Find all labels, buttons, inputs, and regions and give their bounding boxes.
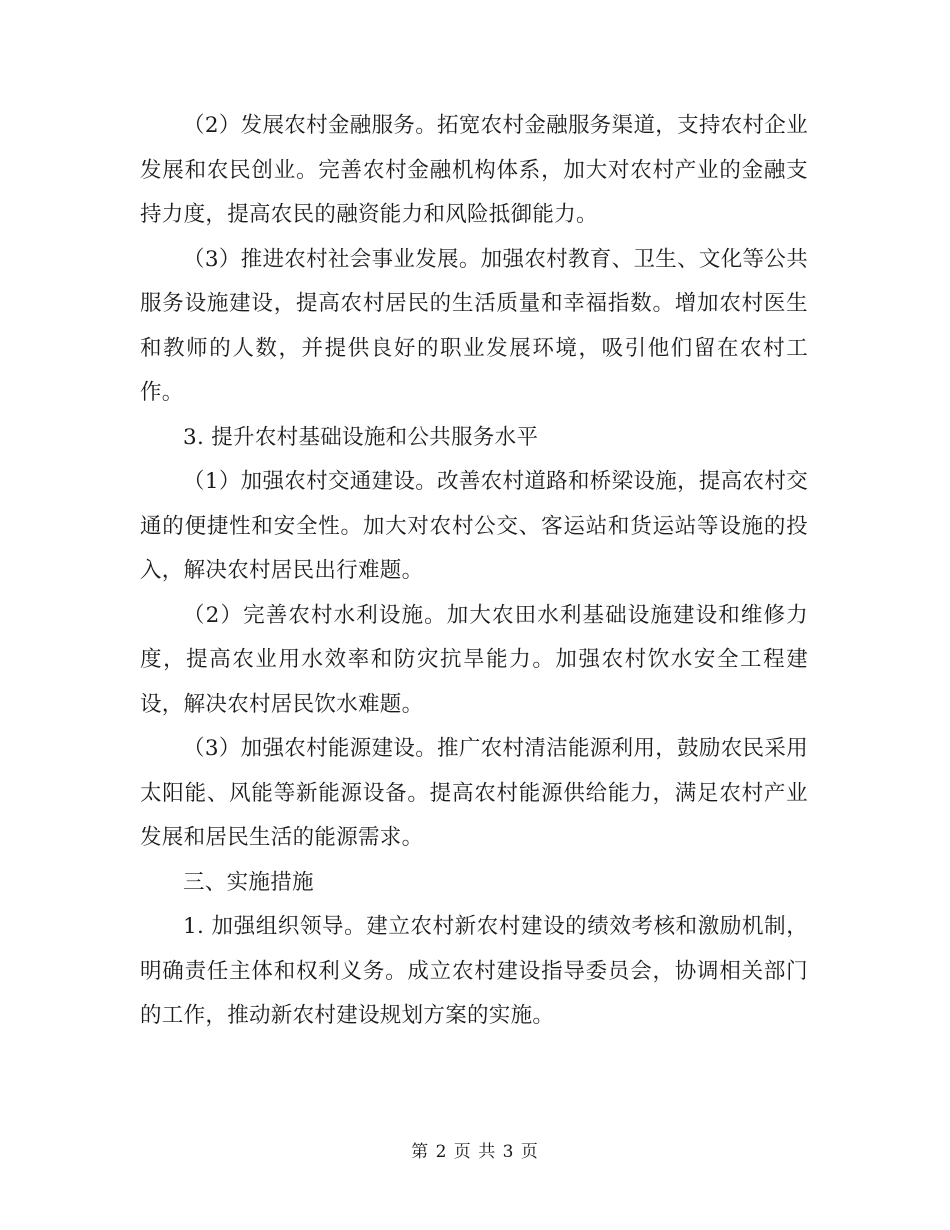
paragraph-energy: （3）加强农村能源建设。推广农村清洁能源利用，鼓励农民采用太阳能、风能等新能源设备。提高农村能源供给能力，满足农村产业发展和居民生活的能源需求。 (140, 736, 808, 850)
heading-implementation-measures: 三、实施措施 (183, 869, 314, 895)
paragraph-water-conservancy: （2）完善农村水利设施。加大农田水利基础设施建设和维修力度，提高农业用水效率和防灾抗旱能力。加强农村饮水安全工程建设，解决农村居民饮水难题。 (140, 602, 808, 717)
document-body (140, 104, 808, 1039)
heading-infrastructure: 3. 提升农村基础设施和公共服务水平 (183, 424, 539, 450)
paragraph-organization-leadership: 1. 加强组织领导。建立农村新农村建设的绩效考核和激励机制，明确责任主体和权利义务。成立农村建设指导委员会，协调相关部门的工作，推动新农村建设规划方案的实施。 (140, 914, 808, 1028)
page-number-footer: 第 2 页 共 3 页 (411, 1142, 539, 1162)
paragraph-social-development: （3）推进农村社会事业发展。加强农村教育、卫生、文化等公共服务设施建设，提高农村居民的生活质量和幸福指数。增加农村医生和教师的人数，并提供良好的职业发展环境，吸引他们留在农村工作。 (140, 246, 808, 405)
paragraph-transport: （1）加强农村交通建设。改善农村道路和桥梁设施，提高农村交通的便捷性和安全性。加大对农村公交、客运站和货运站等设施的投入，解决农村居民出行难题。 (140, 469, 808, 583)
paragraph-rural-finance: （2）发展农村金融服务。拓宽农村金融服务渠道，支持农村企业发展和农民创业。完善农村金融机构体系，加大对农村产业的金融支持力度，提高农民的融资能力和风险抵御能力。 (140, 113, 808, 227)
